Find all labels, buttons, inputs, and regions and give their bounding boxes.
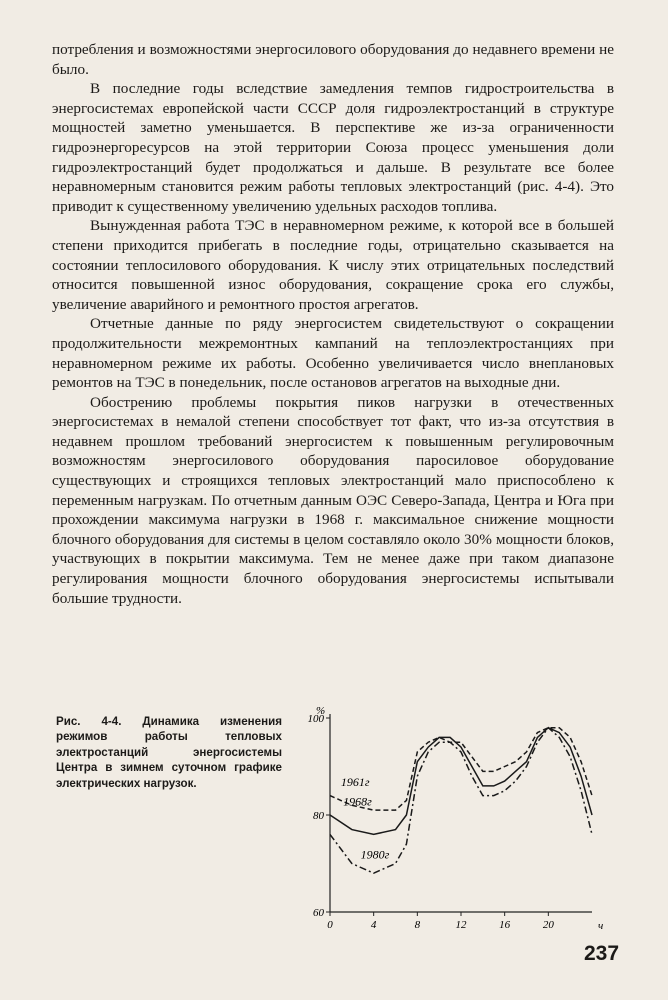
y-tick-label: 60 bbox=[313, 907, 324, 919]
series-label: 1980г bbox=[360, 847, 390, 862]
x-tick-label: 0 bbox=[327, 919, 333, 931]
body-text bbox=[52, 40, 614, 608]
x-axis-unit: ч bbox=[598, 920, 604, 932]
x-tick-label: 12 bbox=[455, 919, 467, 931]
x-tick-label: 4 bbox=[370, 919, 377, 931]
x-tick-label: 8 bbox=[414, 919, 421, 931]
paragraph-3: Вынужденная работа ТЭС в неравномерном режиме, к которой все в большей степени приходится прибегать в последние годы, отрицательно сказывается на состоянии теплосилового оборудования. К числу этих отрицательных последствий относится повышенной износ оборудования, сокращение срока его службы, увеличение аварийного и ремонтного простоя агрегатов. bbox=[52, 217, 614, 313]
paragraph-2: В последние годы вследствие замедления темпов гидростроительства в энергосистемах европейской части СССР доля гидроэлектростанций в структуре мощностей заметно уменьшается. В перспективе же из-за ограниченности гидроэнергоресурсов на этой территории Союза процесс уменьшения доли гидроэлектростанций будет продолжаться и дальше. В результате все более неравномерным становится режим работы тепловых электростанций (рис. 4-4). Это приводит к существенному увеличению удельных расходов топлива. bbox=[52, 80, 614, 215]
figure-caption: Рис. 4-4. Динамика изменения режимов работы тепловых электростанций энергосистемы Центра в зимнем суточном графике электрических нагрузок. bbox=[56, 715, 282, 790]
series-label: 1968г bbox=[343, 794, 372, 809]
series-label: 1961г bbox=[340, 774, 370, 789]
y-axis-unit: % bbox=[316, 705, 326, 717]
page-number: 237 bbox=[584, 942, 620, 965]
load-profile-chart bbox=[300, 700, 622, 935]
y-tick-label: 100 bbox=[307, 713, 324, 725]
x-tick-label: 16 bbox=[499, 919, 511, 931]
paragraph-4: Отчетные данные по ряду энергосистем свидетельствуют о сокращении продолжительности межремонтных кампаний на теплоэлектростанциях при неравномерном режиме их работы. Особенно увеличивается число внеплановых ремонтов на ТЭС в понедельник, после остановов агрегатов на выходные дни. bbox=[52, 315, 614, 392]
x-tick-label: 20 bbox=[542, 919, 554, 931]
paragraph-1: потребления и возможностями энергосилового оборудования до недавнего времени не было. bbox=[52, 41, 614, 78]
y-tick-label: 80 bbox=[313, 810, 324, 822]
paragraph-5: Обострению проблемы покрытия пиков нагрузки в отечественных энергосистемах в немалой степени способствует тот факт, что из-за отсутствия в недавнем прошлом требований энергосистем к повышенным регулировочным возможностям энергосилового оборудования паросиловое оборудование существующих и строящихся тепловых электростанций мало приспособлено к переменным нагрузкам. По отчетным данным ОЭС Северо-Запада, Центра и Юга при прохождении максимума нагрузки в 1968 г. максимальное снижение мощности блочного оборудования для системы в целом составляло около 30% мощности блоков, участвующих в покрытии максимума. Тем не менее даже при таком диапазоне регулирования мощности блочного оборудования энергосистемы испытывали большие трудности. bbox=[52, 393, 614, 607]
